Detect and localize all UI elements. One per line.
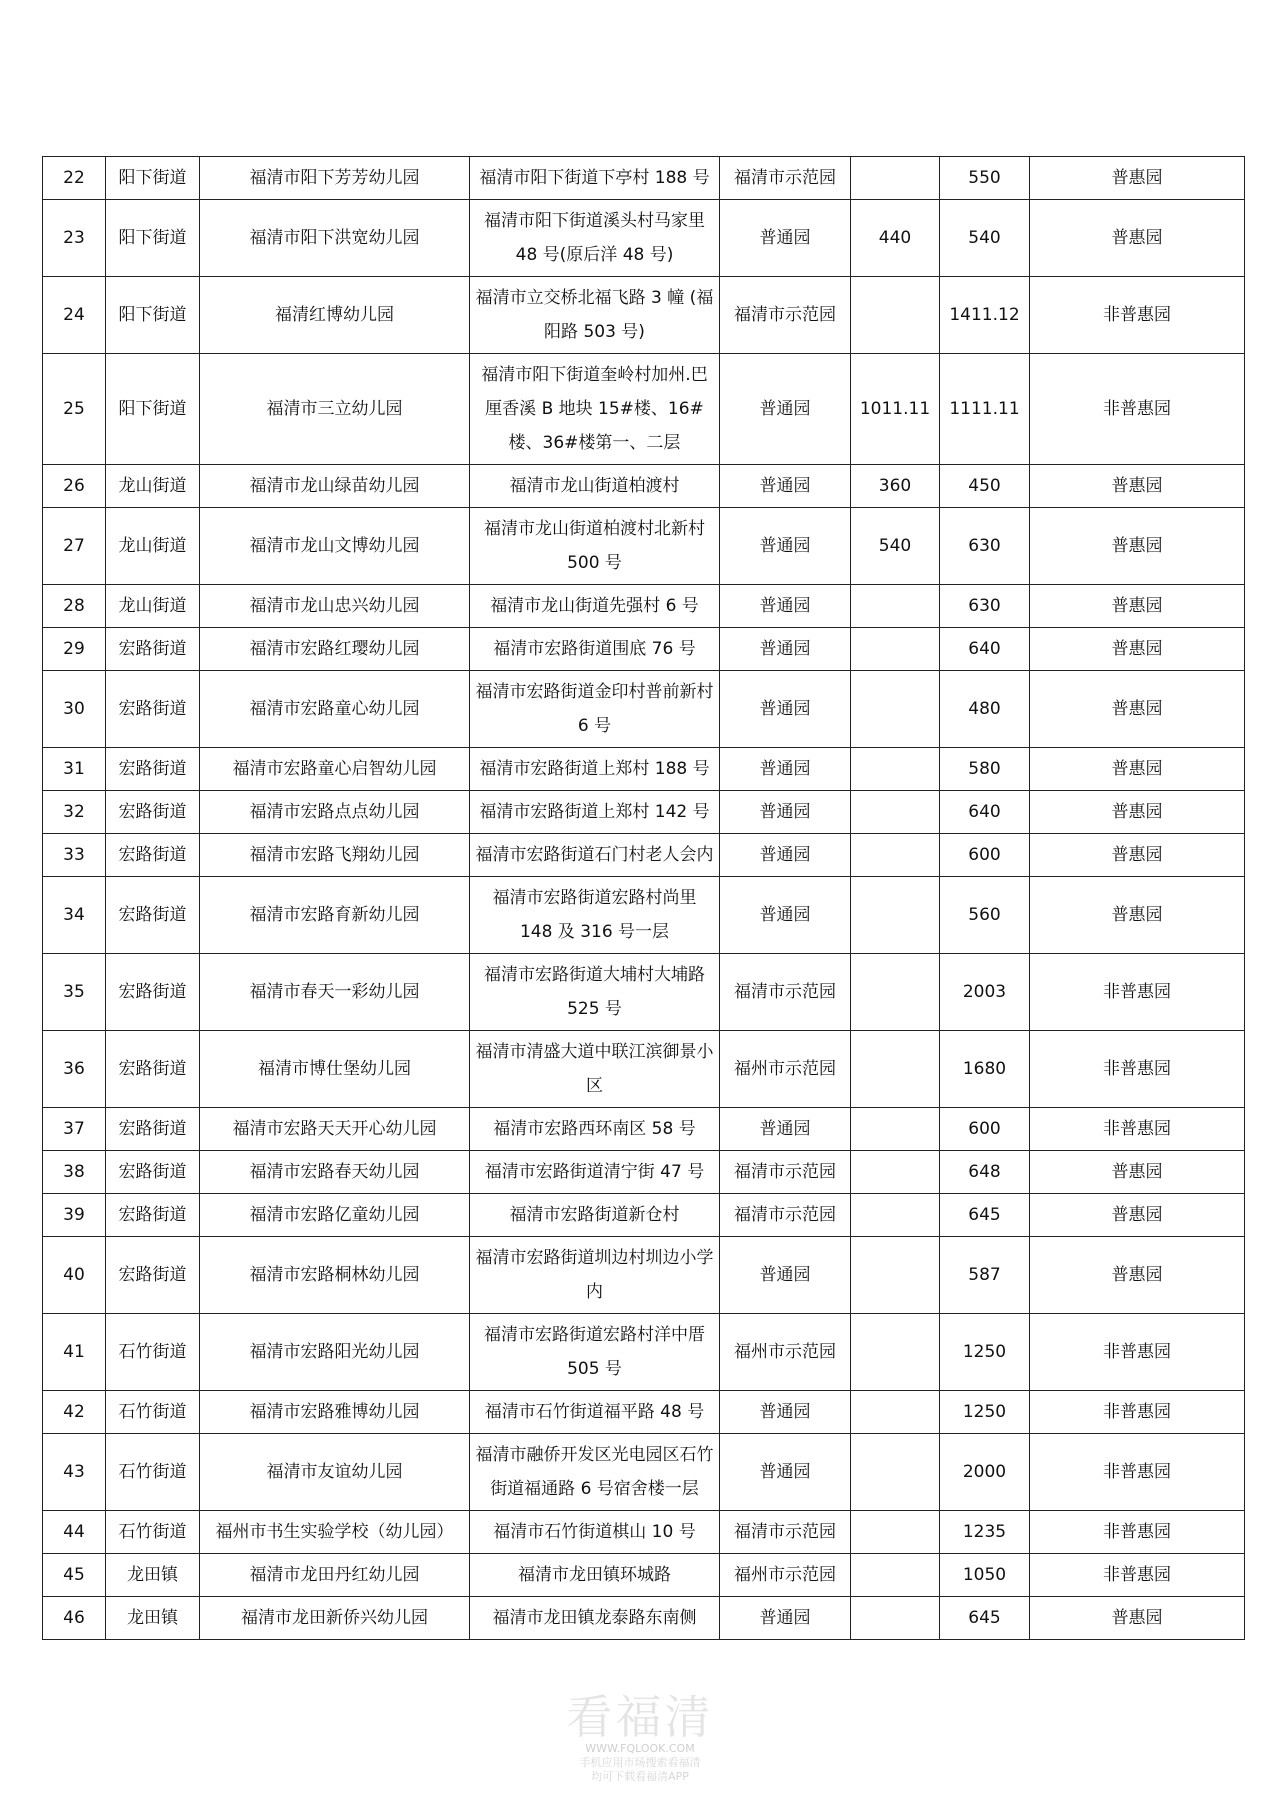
fee-max-cell: 580 [940,748,1030,791]
street-cell: 石竹街道 [106,1511,200,1554]
fee-max-cell: 648 [940,1151,1030,1194]
fee-max-cell: 600 [940,1108,1030,1151]
kindergarten-name-cell: 福清市博仕堡幼儿园 [200,1031,470,1108]
table-row [43,1108,1245,1151]
row-number-cell: 32 [43,791,106,834]
watermark-title: 看福清 [566,1690,714,1744]
grade-cell: 普通园 [720,465,851,508]
street-cell: 宏路街道 [106,877,200,954]
table-row [43,1554,1245,1597]
kindergarten-name-cell: 福清市宏路飞翔幼儿园 [200,834,470,877]
row-number-cell: 23 [43,200,106,277]
type-cell: 普惠园 [1030,508,1245,585]
street-cell: 宏路街道 [106,791,200,834]
fee-max-cell: 630 [940,508,1030,585]
street-cell: 石竹街道 [106,1391,200,1434]
grade-cell: 普通园 [720,877,851,954]
address-cell: 福清市宏路街道新仓村 [470,1194,720,1237]
kindergarten-name-cell: 福清市宏路春天幼儿园 [200,1151,470,1194]
kindergarten-name-cell: 福清市宏路桐林幼儿园 [200,1237,470,1314]
fee-max-cell: 480 [940,671,1030,748]
table-row [43,508,1245,585]
kindergarten-name-cell: 福清市龙山文博幼儿园 [200,508,470,585]
grade-cell: 福州市示范园 [720,1031,851,1108]
row-number-cell: 39 [43,1194,106,1237]
street-cell: 石竹街道 [106,1314,200,1391]
grade-cell: 福清市示范园 [720,954,851,1031]
fee-max-cell: 2000 [940,1434,1030,1511]
street-cell: 宏路街道 [106,1151,200,1194]
type-cell: 非普惠园 [1030,1108,1245,1151]
fee-max-cell: 1680 [940,1031,1030,1108]
street-cell: 龙田镇 [106,1554,200,1597]
type-cell: 普惠园 [1030,671,1245,748]
grade-cell: 普通园 [720,748,851,791]
fee-min-cell [851,954,940,1031]
table-row [43,1511,1245,1554]
fee-max-cell: 1250 [940,1314,1030,1391]
kindergarten-name-cell: 福清市宏路亿童幼儿园 [200,1194,470,1237]
address-cell: 福清市宏路街道清宁街 47 号 [470,1151,720,1194]
kindergarten-name-cell: 福清市龙山忠兴幼儿园 [200,585,470,628]
fee-min-cell [851,671,940,748]
kindergarten-name-cell: 福清市宏路雅博幼儿园 [200,1391,470,1434]
type-cell: 普惠园 [1030,1194,1245,1237]
kindergarten-name-cell: 福清市宏路童心启智幼儿园 [200,748,470,791]
street-cell: 宏路街道 [106,628,200,671]
row-number-cell: 38 [43,1151,106,1194]
row-number-cell: 35 [43,954,106,1031]
street-cell: 龙田镇 [106,1597,200,1640]
table-row [43,791,1245,834]
row-number-cell: 40 [43,1237,106,1314]
street-cell: 宏路街道 [106,671,200,748]
fee-min-cell [851,791,940,834]
type-cell: 非普惠园 [1030,277,1245,354]
type-cell: 普惠园 [1030,628,1245,671]
fee-max-cell: 450 [940,465,1030,508]
address-cell: 福清市石竹街道棋山 10 号 [470,1511,720,1554]
watermark-line1: 手机应用市场搜索看福清 [579,1756,701,1769]
fee-min-cell [851,1434,940,1511]
address-cell: 福清市宏路街道金印村普前新村 6 号 [470,671,720,748]
fee-min-cell [851,1108,940,1151]
watermark [540,1692,740,1784]
fee-max-cell: 1411.12 [940,277,1030,354]
type-cell: 普惠园 [1030,877,1245,954]
kindergarten-name-cell: 福清市阳下芳芳幼儿园 [200,157,470,200]
table-row [43,877,1245,954]
kindergarten-name-cell: 福清市宏路红璎幼儿园 [200,628,470,671]
kindergarten-name-cell: 福清市阳下洪宽幼儿园 [200,200,470,277]
table-row [43,1031,1245,1108]
address-cell: 福清市阳下街道溪头村马家里 48 号(原后洋 48 号) [470,200,720,277]
fee-min-cell [851,1237,940,1314]
address-cell: 福清市宏路街道石门村老人会内 [470,834,720,877]
type-cell: 普惠园 [1030,1597,1245,1640]
address-cell: 福清市龙田镇龙泰路东南侧 [470,1597,720,1640]
row-number-cell: 45 [43,1554,106,1597]
row-number-cell: 31 [43,748,106,791]
type-cell: 普惠园 [1030,748,1245,791]
fee-min-cell [851,1151,940,1194]
table-row [43,277,1245,354]
table-row [43,354,1245,465]
type-cell: 普惠园 [1030,1151,1245,1194]
type-cell: 非普惠园 [1030,1554,1245,1597]
kindergarten-name-cell: 福清市友谊幼儿园 [200,1434,470,1511]
fee-min-cell: 540 [851,508,940,585]
address-cell: 福清市石竹街道福平路 48 号 [470,1391,720,1434]
fee-max-cell: 560 [940,877,1030,954]
kindergarten-name-cell: 福清市宏路育新幼儿园 [200,877,470,954]
fee-min-cell [851,1511,940,1554]
grade-cell: 普通园 [720,354,851,465]
row-number-cell: 37 [43,1108,106,1151]
fee-min-cell [851,1314,940,1391]
type-cell: 非普惠园 [1030,354,1245,465]
fee-min-cell [851,1194,940,1237]
fee-max-cell: 645 [940,1194,1030,1237]
address-cell: 福清市融侨开发区光电园区石竹街道福通路 6 号宿舍楼一层 [470,1434,720,1511]
row-number-cell: 33 [43,834,106,877]
grade-cell: 普通园 [720,508,851,585]
row-number-cell: 34 [43,877,106,954]
kindergarten-name-cell: 福清市龙田新侨兴幼儿园 [200,1597,470,1640]
fee-max-cell: 640 [940,791,1030,834]
type-cell: 普惠园 [1030,585,1245,628]
row-number-cell: 36 [43,1031,106,1108]
address-cell: 福清市龙田镇环城路 [470,1554,720,1597]
address-cell: 福清市宏路街道圳边村圳边小学内 [470,1237,720,1314]
type-cell: 普惠园 [1030,465,1245,508]
kindergarten-name-cell: 福州市书生实验学校（幼儿园） [200,1511,470,1554]
kindergarten-name-cell: 福清市宏路童心幼儿园 [200,671,470,748]
fee-max-cell: 550 [940,157,1030,200]
fee-max-cell: 645 [940,1597,1030,1640]
type-cell: 非普惠园 [1030,954,1245,1031]
row-number-cell: 41 [43,1314,106,1391]
kindergarten-name-cell: 福清市龙山绿苗幼儿园 [200,465,470,508]
fee-max-cell: 1050 [940,1554,1030,1597]
kindergarten-name-cell: 福清市宏路阳光幼儿园 [200,1314,470,1391]
grade-cell: 普通园 [720,1434,851,1511]
grade-cell: 普通园 [720,1108,851,1151]
fee-min-cell [851,1031,940,1108]
address-cell: 福清市宏路街道宏路村尚里 148 及 316 号一层 [470,877,720,954]
watermark-line2: 均可下载看福清APP [591,1770,689,1783]
grade-cell: 普通园 [720,671,851,748]
table-row [43,834,1245,877]
table-row [43,1434,1245,1511]
row-number-cell: 24 [43,277,106,354]
table-row [43,157,1245,200]
fee-min-cell: 1011.11 [851,354,940,465]
fee-max-cell: 630 [940,585,1030,628]
grade-cell: 普通园 [720,628,851,671]
fee-max-cell: 640 [940,628,1030,671]
table-row [43,954,1245,1031]
grade-cell: 福清市示范园 [720,1151,851,1194]
fee-max-cell: 587 [940,1237,1030,1314]
grade-cell: 普通园 [720,1391,851,1434]
fee-min-cell: 360 [851,465,940,508]
table-row [43,1314,1245,1391]
kindergarten-name-cell: 福清市三立幼儿园 [200,354,470,465]
street-cell: 阳下街道 [106,157,200,200]
fee-max-cell: 1235 [940,1511,1030,1554]
kindergarten-name-cell: 福清市宏路点点幼儿园 [200,791,470,834]
grade-cell: 福州市示范园 [720,1554,851,1597]
address-cell: 福清市宏路街道大埔村大埔路 525 号 [470,954,720,1031]
row-number-cell: 42 [43,1391,106,1434]
kindergarten-table [42,156,1245,1640]
table-row [43,1194,1245,1237]
grade-cell: 普通园 [720,200,851,277]
address-cell: 福清市龙山街道柏渡村北新村 500 号 [470,508,720,585]
type-cell: 普惠园 [1030,791,1245,834]
street-cell: 宏路街道 [106,1031,200,1108]
fee-max-cell: 2003 [940,954,1030,1031]
grade-cell: 普通园 [720,1597,851,1640]
grade-cell: 福清市示范园 [720,277,851,354]
address-cell: 福清市龙山街道先强村 6 号 [470,585,720,628]
kindergarten-name-cell: 福清市春天一彩幼儿园 [200,954,470,1031]
table-row [43,748,1245,791]
row-number-cell: 26 [43,465,106,508]
address-cell: 福清市立交桥北福飞路 3 幢 (福阳路 503 号) [470,277,720,354]
row-number-cell: 25 [43,354,106,465]
row-number-cell: 30 [43,671,106,748]
street-cell: 宏路街道 [106,1194,200,1237]
fee-min-cell [851,877,940,954]
street-cell: 宏路街道 [106,748,200,791]
grade-cell: 普通园 [720,585,851,628]
table-row [43,628,1245,671]
kindergarten-name-cell: 福清红博幼儿园 [200,277,470,354]
kindergarten-name-cell: 福清市宏路天天开心幼儿园 [200,1108,470,1151]
grade-cell: 普通园 [720,791,851,834]
type-cell: 非普惠园 [1030,1391,1245,1434]
type-cell: 非普惠园 [1030,1314,1245,1391]
type-cell: 非普惠园 [1030,1511,1245,1554]
type-cell: 普惠园 [1030,1237,1245,1314]
fee-min-cell [851,834,940,877]
fee-min-cell: 440 [851,200,940,277]
type-cell: 普惠园 [1030,834,1245,877]
street-cell: 宏路街道 [106,954,200,1031]
fee-min-cell [851,585,940,628]
table-row [43,1597,1245,1640]
type-cell: 普惠园 [1030,157,1245,200]
street-cell: 龙山街道 [106,465,200,508]
table-row [43,585,1245,628]
fee-max-cell: 1250 [940,1391,1030,1434]
table-row [43,1151,1245,1194]
street-cell: 阳下街道 [106,200,200,277]
row-number-cell: 28 [43,585,106,628]
row-number-cell: 44 [43,1511,106,1554]
fee-min-cell [851,1597,940,1640]
address-cell: 福清市阳下街道下亭村 188 号 [470,157,720,200]
address-cell: 福清市宏路街道宏路村洋中厝 505 号 [470,1314,720,1391]
address-cell: 福清市宏路西环南区 58 号 [470,1108,720,1151]
street-cell: 阳下街道 [106,354,200,465]
table-row [43,1237,1245,1314]
table-row [43,200,1245,277]
row-number-cell: 46 [43,1597,106,1640]
type-cell: 非普惠园 [1030,1434,1245,1511]
grade-cell: 福清市示范园 [720,157,851,200]
row-number-cell: 43 [43,1434,106,1511]
grade-cell: 普通园 [720,834,851,877]
type-cell: 普惠园 [1030,200,1245,277]
street-cell: 宏路街道 [106,1108,200,1151]
address-cell: 福清市清盛大道中联江滨御景小区 [470,1031,720,1108]
table-row [43,671,1245,748]
fee-min-cell [851,628,940,671]
address-cell: 福清市阳下街道奎岭村加州.巴厘香溪 B 地块 15#楼、16#楼、36#楼第一、二层 [470,354,720,465]
address-cell: 福清市龙山街道柏渡村 [470,465,720,508]
street-cell: 阳下街道 [106,277,200,354]
grade-cell: 福清市示范园 [720,1194,851,1237]
fee-min-cell [851,1554,940,1597]
fee-max-cell: 600 [940,834,1030,877]
address-cell: 福清市宏路街道上郑村 142 号 [470,791,720,834]
row-number-cell: 29 [43,628,106,671]
grade-cell: 福州市示范园 [720,1314,851,1391]
grade-cell: 福清市示范园 [720,1511,851,1554]
row-number-cell: 27 [43,508,106,585]
fee-min-cell [851,1391,940,1434]
fee-max-cell: 1111.11 [940,354,1030,465]
address-cell: 福清市宏路街道上郑村 188 号 [470,748,720,791]
fee-min-cell [851,277,940,354]
street-cell: 宏路街道 [106,1237,200,1314]
table-row [43,465,1245,508]
fee-min-cell [851,157,940,200]
watermark-url: WWW.FQLOOK.COM [585,1742,695,1755]
street-cell: 龙山街道 [106,508,200,585]
table-row [43,1391,1245,1434]
fee-max-cell: 540 [940,200,1030,277]
type-cell: 非普惠园 [1030,1031,1245,1108]
street-cell: 石竹街道 [106,1434,200,1511]
street-cell: 宏路街道 [106,834,200,877]
fee-min-cell [851,748,940,791]
kindergarten-name-cell: 福清市龙田丹红幼儿园 [200,1554,470,1597]
row-number-cell: 22 [43,157,106,200]
grade-cell: 普通园 [720,1237,851,1314]
address-cell: 福清市宏路街道围底 76 号 [470,628,720,671]
street-cell: 龙山街道 [106,585,200,628]
